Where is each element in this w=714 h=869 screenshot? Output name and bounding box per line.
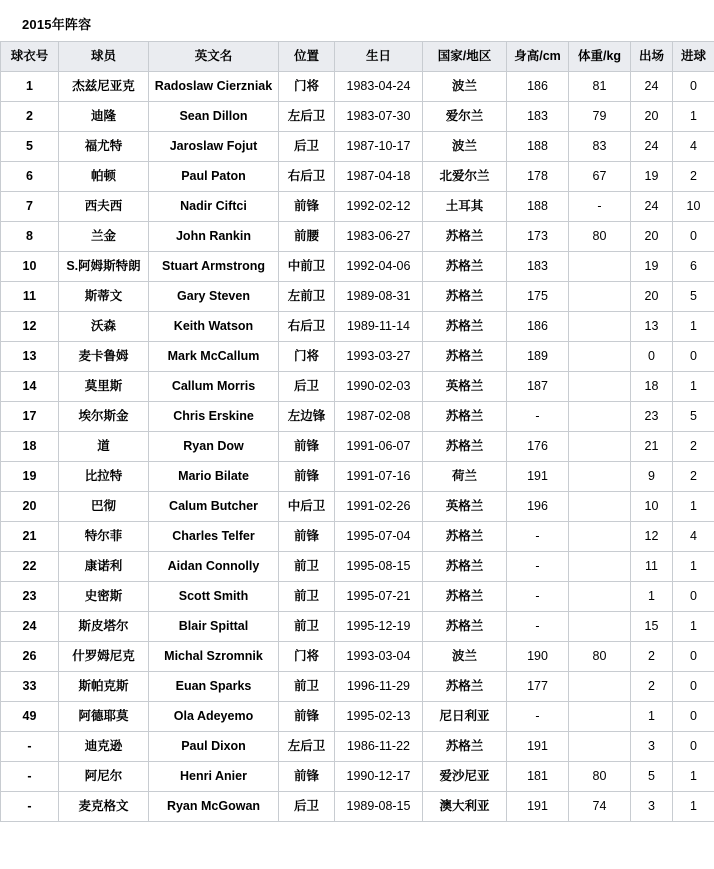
cell-birthday: 1983-06-27 [335,222,423,252]
cell-shirt-number: 13 [1,342,59,372]
cell-goals: 0 [673,582,714,612]
table-row [1,192,714,222]
cell-birthday: 1991-06-07 [335,432,423,462]
cell-english-name: Jaroslaw Fojut [149,132,279,162]
cell-country: 波兰 [423,132,507,162]
cell-player: 莫里斯 [59,372,149,402]
column-header-player: 球员 [59,42,149,72]
cell-height: - [507,702,569,732]
cell-position: 前锋 [279,462,335,492]
cell-position: 前锋 [279,702,335,732]
cell-player: 福尤特 [59,132,149,162]
cell-birthday: 1987-02-08 [335,402,423,432]
cell-country: 苏格兰 [423,432,507,462]
cell-appearances: 5 [631,762,673,792]
cell-position: 门将 [279,642,335,672]
cell-appearances: 12 [631,522,673,552]
table-header-row [1,42,714,72]
roster-table [0,41,714,822]
cell-weight [569,312,631,342]
cell-shirt-number: 21 [1,522,59,552]
cell-birthday: 1987-04-18 [335,162,423,192]
cell-goals: 0 [673,672,714,702]
cell-english-name: Gary Steven [149,282,279,312]
cell-country: 爱沙尼亚 [423,762,507,792]
cell-weight [569,582,631,612]
cell-position: 门将 [279,342,335,372]
cell-birthday: 1995-12-19 [335,612,423,642]
cell-player: 史密斯 [59,582,149,612]
cell-english-name: Radoslaw Cierzniak [149,72,279,102]
cell-height: 186 [507,72,569,102]
cell-height: 175 [507,282,569,312]
cell-weight: 81 [569,72,631,102]
cell-shirt-number: 20 [1,492,59,522]
cell-country: 北爱尔兰 [423,162,507,192]
cell-player: 阿尼尔 [59,762,149,792]
cell-birthday: 1995-02-13 [335,702,423,732]
cell-goals: 10 [673,192,714,222]
cell-player: 巴彻 [59,492,149,522]
cell-shirt-number: 17 [1,402,59,432]
cell-birthday: 1992-04-06 [335,252,423,282]
cell-country: 苏格兰 [423,582,507,612]
cell-player: 杰兹尼亚克 [59,72,149,102]
cell-goals: 4 [673,522,714,552]
cell-birthday: 1992-02-12 [335,192,423,222]
cell-position: 中前卫 [279,252,335,282]
cell-weight [569,552,631,582]
cell-appearances: 15 [631,612,673,642]
table-row [1,522,714,552]
cell-goals: 1 [673,612,714,642]
table-row [1,492,714,522]
cell-shirt-number: 22 [1,552,59,582]
cell-country: 澳大利亚 [423,792,507,822]
cell-english-name: Sean Dillon [149,102,279,132]
table-row [1,462,714,492]
table-row [1,402,714,432]
cell-height: - [507,402,569,432]
column-header-height: 身高/cm [507,42,569,72]
cell-shirt-number: 14 [1,372,59,402]
cell-birthday: 1989-11-14 [335,312,423,342]
cell-player: 什罗姆尼克 [59,642,149,672]
cell-birthday: 1983-07-30 [335,102,423,132]
cell-birthday: 1990-02-03 [335,372,423,402]
cell-country: 波兰 [423,642,507,672]
cell-goals: 2 [673,432,714,462]
cell-shirt-number: - [1,762,59,792]
cell-country: 苏格兰 [423,672,507,702]
cell-weight [569,462,631,492]
cell-player: S.阿姆斯特朗 [59,252,149,282]
table-row [1,432,714,462]
cell-player: 康诺利 [59,552,149,582]
cell-height: 177 [507,672,569,702]
cell-country: 荷兰 [423,462,507,492]
cell-country: 波兰 [423,72,507,102]
column-header-english-name: 英文名 [149,42,279,72]
cell-appearances: 2 [631,642,673,672]
cell-weight [569,672,631,702]
cell-player: 迪克逊 [59,732,149,762]
cell-english-name: Calum Butcher [149,492,279,522]
cell-shirt-number: 12 [1,312,59,342]
cell-weight [569,492,631,522]
cell-birthday: 1993-03-27 [335,342,423,372]
cell-goals: 1 [673,372,714,402]
cell-player: 兰金 [59,222,149,252]
cell-player: 斯皮塔尔 [59,612,149,642]
cell-weight [569,732,631,762]
cell-appearances: 2 [631,672,673,702]
cell-appearances: 21 [631,432,673,462]
table-row [1,372,714,402]
column-header-appearances: 出场 [631,42,673,72]
cell-position: 左前卫 [279,282,335,312]
cell-birthday: 1991-07-16 [335,462,423,492]
cell-weight [569,372,631,402]
cell-height: 183 [507,102,569,132]
cell-goals: 2 [673,462,714,492]
cell-player: 道 [59,432,149,462]
cell-english-name: Ryan McGowan [149,792,279,822]
cell-height: 173 [507,222,569,252]
table-row [1,732,714,762]
table-row [1,72,714,102]
cell-english-name: Mark McCallum [149,342,279,372]
cell-english-name: Michal Szromnik [149,642,279,672]
cell-weight [569,252,631,282]
cell-appearances: 18 [631,372,673,402]
cell-player: 埃尔斯金 [59,402,149,432]
column-header-birthday: 生日 [335,42,423,72]
cell-weight: 83 [569,132,631,162]
table-row [1,102,714,132]
cell-height: 181 [507,762,569,792]
cell-appearances: 0 [631,342,673,372]
table-row [1,792,714,822]
cell-player: 特尔菲 [59,522,149,552]
cell-position: 左后卫 [279,102,335,132]
cell-position: 后卫 [279,372,335,402]
cell-position: 前腰 [279,222,335,252]
cell-goals: 5 [673,282,714,312]
table-row [1,132,714,162]
cell-player: 帕顿 [59,162,149,192]
table-row [1,762,714,792]
cell-position: 左后卫 [279,732,335,762]
cell-weight: 79 [569,102,631,132]
cell-height: - [507,612,569,642]
cell-shirt-number: 23 [1,582,59,612]
cell-birthday: 1986-11-22 [335,732,423,762]
cell-goals: 0 [673,342,714,372]
cell-player: 阿德耶莫 [59,702,149,732]
cell-birthday: 1983-04-24 [335,72,423,102]
column-header-goals: 进球 [673,42,714,72]
cell-shirt-number: 49 [1,702,59,732]
cell-english-name: Ryan Dow [149,432,279,462]
cell-shirt-number: 11 [1,282,59,312]
cell-height: 176 [507,432,569,462]
cell-country: 苏格兰 [423,222,507,252]
cell-english-name: Mario Bilate [149,462,279,492]
cell-country: 英格兰 [423,492,507,522]
cell-position: 门将 [279,72,335,102]
table-row [1,552,714,582]
cell-height: 196 [507,492,569,522]
cell-weight [569,612,631,642]
cell-english-name: Nadir Ciftci [149,192,279,222]
cell-country: 苏格兰 [423,282,507,312]
table-body [1,72,714,822]
cell-position: 前卫 [279,612,335,642]
cell-shirt-number: - [1,792,59,822]
cell-height: 188 [507,132,569,162]
cell-country: 苏格兰 [423,732,507,762]
cell-appearances: 13 [631,312,673,342]
cell-weight [569,342,631,372]
cell-birthday: 1995-07-21 [335,582,423,612]
cell-height: - [507,552,569,582]
cell-player: 迪隆 [59,102,149,132]
cell-birthday: 1995-07-04 [335,522,423,552]
cell-height: 188 [507,192,569,222]
cell-player: 沃森 [59,312,149,342]
cell-height: 186 [507,312,569,342]
cell-shirt-number: 7 [1,192,59,222]
cell-country: 苏格兰 [423,252,507,282]
cell-height: 191 [507,732,569,762]
cell-height: - [507,582,569,612]
cell-weight: - [569,192,631,222]
cell-appearances: 1 [631,702,673,732]
cell-shirt-number: 5 [1,132,59,162]
cell-goals: 0 [673,222,714,252]
cell-birthday: 1989-08-31 [335,282,423,312]
cell-appearances: 10 [631,492,673,522]
cell-goals: 5 [673,402,714,432]
cell-position: 前卫 [279,582,335,612]
cell-weight [569,702,631,732]
cell-position: 前锋 [279,192,335,222]
cell-player: 麦卡鲁姆 [59,342,149,372]
cell-birthday: 1991-02-26 [335,492,423,522]
cell-height: - [507,522,569,552]
cell-appearances: 23 [631,402,673,432]
cell-country: 爱尔兰 [423,102,507,132]
cell-birthday: 1995-08-15 [335,552,423,582]
cell-english-name: Scott Smith [149,582,279,612]
cell-country: 英格兰 [423,372,507,402]
cell-position: 前锋 [279,432,335,462]
cell-position: 前锋 [279,522,335,552]
table-row [1,702,714,732]
table-row [1,162,714,192]
cell-shirt-number: 1 [1,72,59,102]
cell-height: 189 [507,342,569,372]
cell-position: 前卫 [279,552,335,582]
cell-shirt-number: 10 [1,252,59,282]
cell-position: 右后卫 [279,162,335,192]
column-header-country: 国家/地区 [423,42,507,72]
cell-shirt-number: 33 [1,672,59,702]
cell-english-name: Euan Sparks [149,672,279,702]
cell-weight: 74 [569,792,631,822]
cell-appearances: 1 [631,582,673,612]
cell-appearances: 24 [631,132,673,162]
page-title: 2015年阵容 [22,17,92,32]
cell-appearances: 19 [631,252,673,282]
cell-appearances: 19 [631,162,673,192]
cell-position: 前锋 [279,762,335,792]
cell-shirt-number: 24 [1,612,59,642]
cell-goals: 1 [673,312,714,342]
cell-country: 土耳其 [423,192,507,222]
cell-appearances: 20 [631,102,673,132]
cell-goals: 0 [673,642,714,672]
cell-goals: 0 [673,732,714,762]
cell-country: 苏格兰 [423,312,507,342]
cell-english-name: Henri Anier [149,762,279,792]
cell-country: 苏格兰 [423,402,507,432]
cell-appearances: 24 [631,72,673,102]
cell-english-name: Chris Erskine [149,402,279,432]
column-header-position: 位置 [279,42,335,72]
table-row [1,642,714,672]
cell-weight [569,432,631,462]
cell-english-name: Charles Telfer [149,522,279,552]
cell-english-name: Ola Adeyemo [149,702,279,732]
cell-english-name: Paul Dixon [149,732,279,762]
cell-birthday: 1987-10-17 [335,132,423,162]
cell-english-name: Aidan Connolly [149,552,279,582]
cell-goals: 0 [673,72,714,102]
table-row [1,222,714,252]
cell-goals: 1 [673,492,714,522]
cell-country: 苏格兰 [423,522,507,552]
cell-player: 麦克格文 [59,792,149,822]
cell-birthday: 1989-08-15 [335,792,423,822]
column-header-shirt-number: 球衣号 [1,42,59,72]
cell-player: 比拉特 [59,462,149,492]
table-row [1,582,714,612]
cell-shirt-number: 19 [1,462,59,492]
cell-english-name: Paul Paton [149,162,279,192]
cell-country: 苏格兰 [423,342,507,372]
cell-birthday: 1993-03-04 [335,642,423,672]
cell-english-name: Keith Watson [149,312,279,342]
cell-weight [569,522,631,552]
table-row [1,312,714,342]
cell-goals: 0 [673,702,714,732]
cell-shirt-number: 2 [1,102,59,132]
cell-appearances: 20 [631,282,673,312]
table-row [1,342,714,372]
cell-goals: 1 [673,102,714,132]
cell-position: 后卫 [279,792,335,822]
cell-position: 前卫 [279,672,335,702]
cell-shirt-number: 18 [1,432,59,462]
cell-goals: 1 [673,762,714,792]
cell-appearances: 9 [631,462,673,492]
table-row [1,612,714,642]
cell-position: 中后卫 [279,492,335,522]
cell-weight [569,402,631,432]
cell-height: 187 [507,372,569,402]
cell-height: 178 [507,162,569,192]
table-row [1,672,714,702]
cell-appearances: 3 [631,792,673,822]
table-header [1,42,714,72]
cell-weight: 67 [569,162,631,192]
cell-appearances: 11 [631,552,673,582]
cell-player: 斯蒂文 [59,282,149,312]
cell-height: 191 [507,462,569,492]
cell-goals: 1 [673,792,714,822]
cell-english-name: Stuart Armstrong [149,252,279,282]
cell-height: 191 [507,792,569,822]
cell-position: 右后卫 [279,312,335,342]
cell-weight [569,282,631,312]
cell-weight: 80 [569,762,631,792]
cell-english-name: Callum Morris [149,372,279,402]
cell-height: 183 [507,252,569,282]
cell-weight: 80 [569,642,631,672]
cell-shirt-number: 6 [1,162,59,192]
cell-player: 斯帕克斯 [59,672,149,702]
column-header-weight: 体重/kg [569,42,631,72]
cell-height: 190 [507,642,569,672]
cell-shirt-number: 8 [1,222,59,252]
cell-position: 后卫 [279,132,335,162]
cell-country: 尼日利亚 [423,702,507,732]
cell-english-name: Blair Spittal [149,612,279,642]
cell-english-name: John Rankin [149,222,279,252]
cell-birthday: 1990-12-17 [335,762,423,792]
cell-appearances: 3 [631,732,673,762]
cell-country: 苏格兰 [423,612,507,642]
cell-birthday: 1996-11-29 [335,672,423,702]
cell-shirt-number: 26 [1,642,59,672]
cell-weight: 80 [569,222,631,252]
cell-position: 左边锋 [279,402,335,432]
cell-goals: 4 [673,132,714,162]
cell-country: 苏格兰 [423,552,507,582]
table-row [1,282,714,312]
cell-appearances: 24 [631,192,673,222]
cell-goals: 1 [673,552,714,582]
table-row [1,252,714,282]
cell-appearances: 20 [631,222,673,252]
cell-shirt-number: - [1,732,59,762]
cell-goals: 2 [673,162,714,192]
cell-player: 西夫西 [59,192,149,222]
cell-goals: 6 [673,252,714,282]
